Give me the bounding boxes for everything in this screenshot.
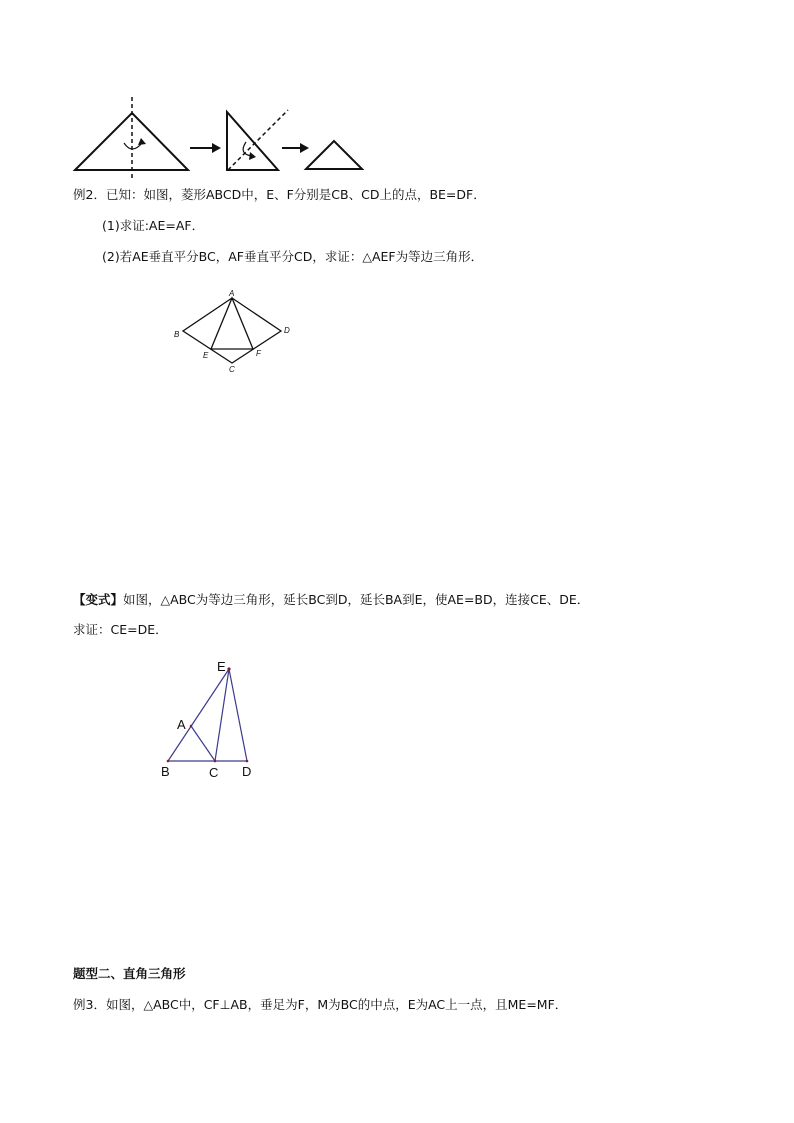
segment-ce xyxy=(215,669,229,761)
label-b2: B xyxy=(161,764,170,779)
fold-step-2-axis xyxy=(228,110,288,170)
variant-points xyxy=(167,667,249,762)
label-e2: E xyxy=(217,659,226,674)
example3-statement: 例3．如图，△ABC中，CF⊥AB，垂足为F，M为BC的中点，E为AC上一点，且ME=MF． xyxy=(73,997,568,1012)
segment-ac xyxy=(191,726,215,761)
example2-part2: (2)若AE垂直平分BC，AF垂直平分CD，求证：△AEF为等边三角形． xyxy=(102,249,484,264)
label-a: A xyxy=(229,289,235,298)
label-e: E xyxy=(203,351,209,360)
variant-vertex-labels xyxy=(161,659,251,780)
variant-statement xyxy=(73,592,589,608)
label-f: F xyxy=(256,349,261,358)
fold-step-2-rotation-arrowhead xyxy=(249,152,256,160)
triangle-aef xyxy=(211,298,253,349)
label-b: B xyxy=(174,330,180,339)
segment-be xyxy=(168,669,229,761)
fold-step-1-triangle xyxy=(75,113,188,170)
rhombus-lines xyxy=(183,298,281,363)
fold-step-1-rotation-arrowhead xyxy=(138,138,146,145)
label-c: C xyxy=(229,365,235,374)
fold-step-3-triangle xyxy=(306,141,362,169)
label-c2: C xyxy=(209,765,219,780)
section2-heading: 题型二、直角三角形 xyxy=(73,966,186,981)
rhombus-vertex-labels xyxy=(174,289,290,374)
arrow-2-head xyxy=(300,143,309,153)
label-d: D xyxy=(284,326,290,335)
label-a2: A xyxy=(177,717,186,732)
fold-step-2-rotation-icon xyxy=(243,142,252,156)
rhombus-abcd xyxy=(183,298,281,363)
label-d2: D xyxy=(242,764,252,779)
example2-statement: 例2．已知：如图，菱形ABCD中，E、F分别是CB、CD上的点，BE=DF． xyxy=(73,187,486,202)
variant-text: 如图，△ABC为等边三角形，延长BC到D，延长BA到E，使AE=BD，连接CE、DE． xyxy=(123,592,590,607)
fold-step-1-rotation-icon xyxy=(124,143,142,149)
variant-prove: 求证：CE=DE． xyxy=(73,622,168,637)
arrow-1-head xyxy=(212,143,221,153)
variant-tag: 【变式】 xyxy=(73,592,124,607)
example2-part1: (1)求证:AE=AF． xyxy=(102,218,205,233)
segment-de xyxy=(229,669,247,761)
fold-step-2-triangle xyxy=(227,112,278,170)
variant-lines xyxy=(168,669,247,761)
